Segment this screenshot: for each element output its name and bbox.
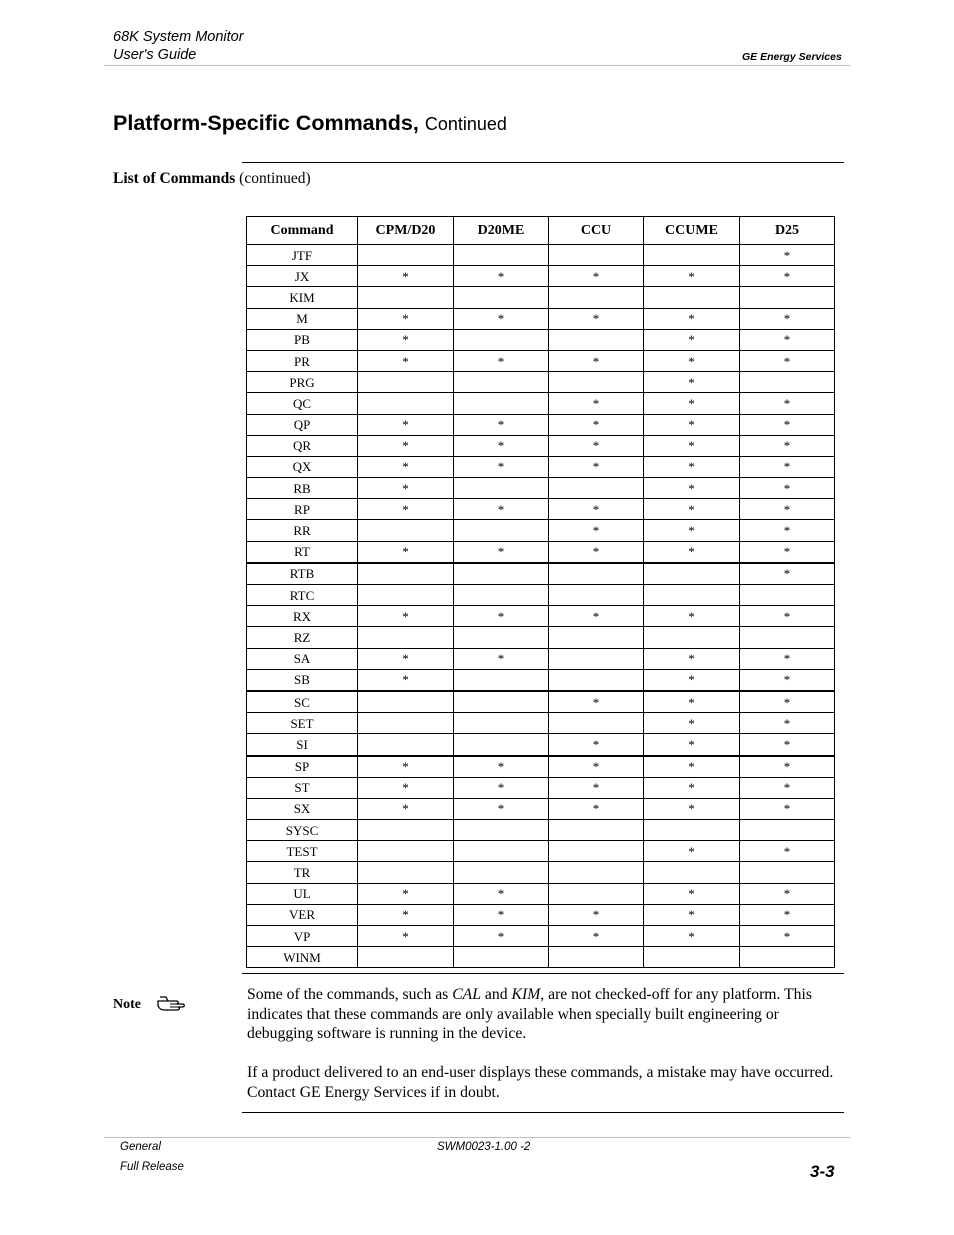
platform-support-cell: * — [549, 734, 644, 756]
platform-support-cell: * — [740, 904, 835, 925]
platform-support-cell — [454, 862, 549, 883]
platform-support-cell — [740, 585, 835, 606]
command-cell: QR — [247, 435, 358, 456]
platform-support-cell — [454, 841, 549, 862]
platform-support-cell: * — [358, 648, 454, 669]
list-heading-bold: List of Commands — [113, 170, 236, 187]
platform-support-cell: * — [358, 456, 454, 477]
platform-support-cell: * — [644, 798, 740, 819]
column-header-ccu: CCU — [549, 217, 644, 245]
platform-support-cell: * — [454, 308, 549, 329]
platform-support-cell: * — [740, 841, 835, 862]
table-row — [247, 627, 835, 648]
platform-support-cell: * — [644, 713, 740, 734]
command-cell: RX — [247, 606, 358, 627]
platform-support-cell: * — [740, 499, 835, 520]
column-header-ccume: CCUME — [644, 217, 740, 245]
platform-support-cell: * — [740, 456, 835, 477]
list-heading — [113, 170, 311, 188]
table-row — [247, 478, 835, 499]
table-header-row — [247, 217, 835, 245]
platform-support-cell: * — [454, 606, 549, 627]
table-row — [247, 691, 835, 713]
table-row — [247, 329, 835, 350]
platform-support-cell: * — [454, 435, 549, 456]
section-title — [113, 111, 507, 136]
table-row — [247, 520, 835, 541]
command-cell: SYSC — [247, 820, 358, 841]
platform-support-cell: * — [454, 499, 549, 520]
company-name: GE Energy Services — [742, 51, 842, 63]
platform-support-cell: * — [644, 648, 740, 669]
platform-support-cell: * — [740, 883, 835, 904]
list-heading-normal: (continued) — [239, 170, 311, 187]
note-paragraph-1 — [247, 985, 847, 1044]
table-row — [247, 947, 835, 968]
platform-support-cell: * — [549, 541, 644, 563]
platform-support-cell: * — [358, 499, 454, 520]
platform-support-cell — [740, 820, 835, 841]
platform-support-cell — [644, 585, 740, 606]
table-row — [247, 456, 835, 477]
platform-support-cell — [740, 862, 835, 883]
command-cell: SA — [247, 648, 358, 669]
command-cell: RB — [247, 478, 358, 499]
platform-support-cell: * — [740, 669, 835, 691]
platform-support-cell — [358, 820, 454, 841]
platform-support-cell — [454, 691, 549, 713]
platform-support-cell — [740, 372, 835, 393]
pointing-hand-icon — [156, 995, 188, 1013]
platform-support-cell: * — [549, 777, 644, 798]
platform-support-cell: * — [740, 777, 835, 798]
platform-support-cell — [549, 947, 644, 968]
table-row — [247, 777, 835, 798]
platform-support-cell: * — [358, 669, 454, 691]
command-cell: QP — [247, 414, 358, 435]
platform-support-cell — [358, 585, 454, 606]
command-cell: TEST — [247, 841, 358, 862]
table-row — [247, 266, 835, 287]
command-cell: PB — [247, 329, 358, 350]
table-bottom-divider — [242, 973, 844, 974]
platform-support-cell: * — [740, 734, 835, 756]
platform-support-cell: * — [454, 777, 549, 798]
platform-support-cell — [358, 841, 454, 862]
table-row — [247, 435, 835, 456]
platform-support-cell — [549, 563, 644, 585]
platform-support-cell — [358, 713, 454, 734]
platform-support-cell: * — [644, 756, 740, 778]
platform-support-cell — [454, 820, 549, 841]
platform-support-cell: * — [549, 266, 644, 287]
platform-support-cell — [549, 648, 644, 669]
platform-support-cell: * — [454, 350, 549, 371]
platform-support-cell: * — [549, 499, 644, 520]
platform-support-cell: * — [549, 798, 644, 819]
table-row — [247, 756, 835, 778]
note-text: and — [481, 986, 512, 1003]
command-cell: ST — [247, 777, 358, 798]
command-cell: RP — [247, 499, 358, 520]
command-cell: SI — [247, 734, 358, 756]
platform-support-cell: * — [644, 904, 740, 925]
platform-support-cell: * — [358, 414, 454, 435]
table-row — [247, 541, 835, 563]
platform-support-cell — [454, 329, 549, 350]
platform-support-cell: * — [644, 520, 740, 541]
platform-support-cell: * — [740, 329, 835, 350]
platform-support-cell: * — [549, 756, 644, 778]
command-cell: RT — [247, 541, 358, 563]
platform-support-cell — [644, 820, 740, 841]
command-cell: SB — [247, 669, 358, 691]
document-title — [113, 28, 244, 64]
platform-support-cell — [549, 883, 644, 904]
column-header-d20me: D20ME — [454, 217, 549, 245]
table-row — [247, 245, 835, 266]
table-row — [247, 862, 835, 883]
platform-support-cell — [358, 947, 454, 968]
platform-support-cell: * — [740, 308, 835, 329]
platform-support-cell: * — [549, 456, 644, 477]
platform-support-cell: * — [740, 606, 835, 627]
page-number: 3-3 — [810, 1162, 835, 1181]
platform-support-cell — [358, 245, 454, 266]
platform-support-cell: * — [358, 756, 454, 778]
platform-support-cell — [644, 287, 740, 308]
platform-support-cell — [454, 734, 549, 756]
platform-support-cell — [358, 563, 454, 585]
table-row — [247, 713, 835, 734]
command-cell: KIM — [247, 287, 358, 308]
platform-support-cell: * — [740, 414, 835, 435]
platform-support-cell: * — [549, 520, 644, 541]
platform-support-cell — [644, 627, 740, 648]
section-divider — [242, 162, 844, 163]
commands-table — [246, 216, 835, 968]
table-row — [247, 648, 835, 669]
table-row — [247, 926, 835, 947]
platform-support-cell: * — [644, 414, 740, 435]
platform-support-cell: * — [454, 798, 549, 819]
platform-support-cell — [644, 862, 740, 883]
command-cell: TR — [247, 862, 358, 883]
platform-support-cell: * — [644, 266, 740, 287]
command-cell: SET — [247, 713, 358, 734]
platform-support-cell: * — [358, 478, 454, 499]
platform-support-cell: * — [549, 904, 644, 925]
platform-support-cell — [454, 245, 549, 266]
platform-support-cell: * — [740, 478, 835, 499]
platform-support-cell: * — [644, 691, 740, 713]
platform-support-cell — [549, 862, 644, 883]
note-bottom-divider — [242, 1112, 844, 1113]
platform-support-cell: * — [740, 393, 835, 414]
platform-support-cell: * — [644, 308, 740, 329]
table-row — [247, 606, 835, 627]
platform-support-cell — [549, 372, 644, 393]
platform-support-cell — [549, 713, 644, 734]
footer-doc-id: SWM0023-1.00 -2 — [437, 1141, 531, 1153]
table-row — [247, 414, 835, 435]
platform-support-cell — [644, 245, 740, 266]
platform-support-cell — [740, 287, 835, 308]
platform-support-cell: * — [740, 435, 835, 456]
table-row — [247, 499, 835, 520]
platform-support-cell: * — [358, 266, 454, 287]
platform-support-cell: * — [454, 541, 549, 563]
platform-support-cell — [549, 841, 644, 862]
platform-support-cell: * — [740, 691, 835, 713]
platform-support-cell: * — [644, 606, 740, 627]
platform-support-cell — [454, 627, 549, 648]
platform-support-cell — [644, 947, 740, 968]
platform-support-cell: * — [549, 926, 644, 947]
command-cell: VER — [247, 904, 358, 925]
platform-support-cell: * — [358, 926, 454, 947]
command-cell: RR — [247, 520, 358, 541]
platform-support-cell — [549, 287, 644, 308]
platform-support-cell: * — [454, 648, 549, 669]
command-cell: RZ — [247, 627, 358, 648]
table-row — [247, 820, 835, 841]
platform-support-cell — [549, 329, 644, 350]
note-text: Some of the commands, such as — [247, 986, 453, 1003]
table-row — [247, 287, 835, 308]
command-cell: JTF — [247, 245, 358, 266]
platform-support-cell — [454, 585, 549, 606]
table-body — [247, 245, 835, 968]
platform-support-cell — [740, 627, 835, 648]
platform-support-cell: * — [549, 435, 644, 456]
platform-support-cell: * — [454, 926, 549, 947]
platform-support-cell: * — [549, 606, 644, 627]
platform-support-cell: * — [740, 648, 835, 669]
column-header-d25: D25 — [740, 217, 835, 245]
platform-support-cell: * — [740, 563, 835, 585]
platform-support-cell — [644, 563, 740, 585]
table-row — [247, 669, 835, 691]
platform-support-cell — [454, 372, 549, 393]
platform-support-cell — [549, 478, 644, 499]
platform-support-cell — [454, 669, 549, 691]
table-row — [247, 563, 835, 585]
platform-support-cell — [358, 734, 454, 756]
column-header-command: Command — [247, 217, 358, 245]
table-row — [247, 734, 835, 756]
table-row — [247, 350, 835, 371]
platform-support-cell: * — [358, 883, 454, 904]
command-cell: RTB — [247, 563, 358, 585]
command-cell: SX — [247, 798, 358, 819]
command-cell: SC — [247, 691, 358, 713]
platform-support-cell: * — [644, 350, 740, 371]
platform-support-cell — [549, 245, 644, 266]
platform-support-cell — [549, 669, 644, 691]
platform-support-cell: * — [358, 606, 454, 627]
platform-support-cell: * — [358, 308, 454, 329]
platform-support-cell — [358, 691, 454, 713]
platform-support-cell: * — [740, 926, 835, 947]
platform-support-cell: * — [644, 435, 740, 456]
platform-support-cell — [358, 287, 454, 308]
note-text: , are not checked-off for any platform. This indicates that these commands are only available when specially built engineering or debugging software is running in the device. — [247, 986, 812, 1042]
note-label: Note — [113, 997, 141, 1012]
platform-support-cell — [358, 372, 454, 393]
command-cell: RTC — [247, 585, 358, 606]
platform-support-cell: * — [644, 541, 740, 563]
command-cell: SP — [247, 756, 358, 778]
section-title-suffix: Continued — [424, 114, 507, 134]
table-row — [247, 393, 835, 414]
platform-support-cell: * — [549, 350, 644, 371]
platform-support-cell — [358, 627, 454, 648]
platform-support-cell: * — [358, 329, 454, 350]
platform-support-cell: * — [644, 777, 740, 798]
platform-support-cell: * — [644, 456, 740, 477]
platform-support-cell: * — [358, 777, 454, 798]
platform-support-cell: * — [549, 691, 644, 713]
platform-support-cell: * — [740, 350, 835, 371]
platform-support-cell — [358, 862, 454, 883]
platform-support-cell — [740, 947, 835, 968]
platform-support-cell: * — [740, 520, 835, 541]
platform-support-cell — [549, 585, 644, 606]
platform-support-cell — [549, 627, 644, 648]
column-header-cpm-d20: CPM/D20 — [358, 217, 454, 245]
table-row — [247, 904, 835, 925]
platform-support-cell: * — [740, 756, 835, 778]
platform-support-cell — [549, 820, 644, 841]
platform-support-cell — [454, 713, 549, 734]
platform-support-cell: * — [740, 798, 835, 819]
platform-support-cell: * — [454, 414, 549, 435]
platform-support-cell: * — [644, 329, 740, 350]
command-cell: PR — [247, 350, 358, 371]
table-row — [247, 308, 835, 329]
platform-support-cell: * — [549, 308, 644, 329]
note-cal: CAL — [452, 986, 481, 1003]
platform-support-cell: * — [644, 393, 740, 414]
platform-support-cell — [454, 947, 549, 968]
platform-support-cell: * — [358, 435, 454, 456]
platform-support-cell: * — [740, 245, 835, 266]
command-cell: QC — [247, 393, 358, 414]
platform-support-cell: * — [644, 499, 740, 520]
footer-release: Full Release — [120, 1161, 184, 1173]
platform-support-cell: * — [644, 926, 740, 947]
platform-support-cell: * — [358, 350, 454, 371]
platform-support-cell — [454, 520, 549, 541]
platform-support-cell: * — [549, 393, 644, 414]
platform-support-cell: * — [454, 904, 549, 925]
platform-support-cell — [454, 563, 549, 585]
header-divider — [104, 65, 850, 66]
platform-support-cell: * — [549, 414, 644, 435]
platform-support-cell: * — [644, 734, 740, 756]
command-cell: WINM — [247, 947, 358, 968]
command-cell: UL — [247, 883, 358, 904]
footer-divider — [104, 1137, 850, 1138]
platform-support-cell: * — [644, 372, 740, 393]
platform-support-cell: * — [644, 883, 740, 904]
platform-support-cell: * — [358, 798, 454, 819]
platform-support-cell — [358, 393, 454, 414]
platform-support-cell: * — [454, 756, 549, 778]
note-kim: KIM — [511, 986, 541, 1003]
command-cell: PRG — [247, 372, 358, 393]
command-cell: QX — [247, 456, 358, 477]
platform-support-cell: * — [644, 669, 740, 691]
document-title-line2: User's Guide — [113, 47, 197, 63]
platform-support-cell: * — [454, 456, 549, 477]
platform-support-cell — [358, 520, 454, 541]
platform-support-cell: * — [740, 541, 835, 563]
table-row — [247, 798, 835, 819]
table-row — [247, 372, 835, 393]
table-row — [247, 585, 835, 606]
platform-support-cell — [454, 478, 549, 499]
table-row — [247, 883, 835, 904]
section-title-main: Platform-Specific Commands, — [113, 111, 419, 135]
command-cell: JX — [247, 266, 358, 287]
command-cell: M — [247, 308, 358, 329]
table-row — [247, 841, 835, 862]
footer-general: General — [120, 1141, 161, 1153]
platform-support-cell: * — [644, 841, 740, 862]
platform-support-cell: * — [740, 266, 835, 287]
platform-support-cell: * — [454, 883, 549, 904]
note-paragraph-2: If a product delivered to an end-user displays these commands, a mistake may have occurred. Contact GE Energy Services if in doubt. — [247, 1064, 834, 1101]
platform-support-cell: * — [740, 713, 835, 734]
document-title-line1: 68K System Monitor — [113, 29, 244, 45]
platform-support-cell: * — [358, 904, 454, 925]
platform-support-cell — [454, 393, 549, 414]
platform-support-cell — [454, 287, 549, 308]
command-cell: VP — [247, 926, 358, 947]
platform-support-cell: * — [358, 541, 454, 563]
platform-support-cell: * — [644, 478, 740, 499]
platform-support-cell: * — [454, 266, 549, 287]
